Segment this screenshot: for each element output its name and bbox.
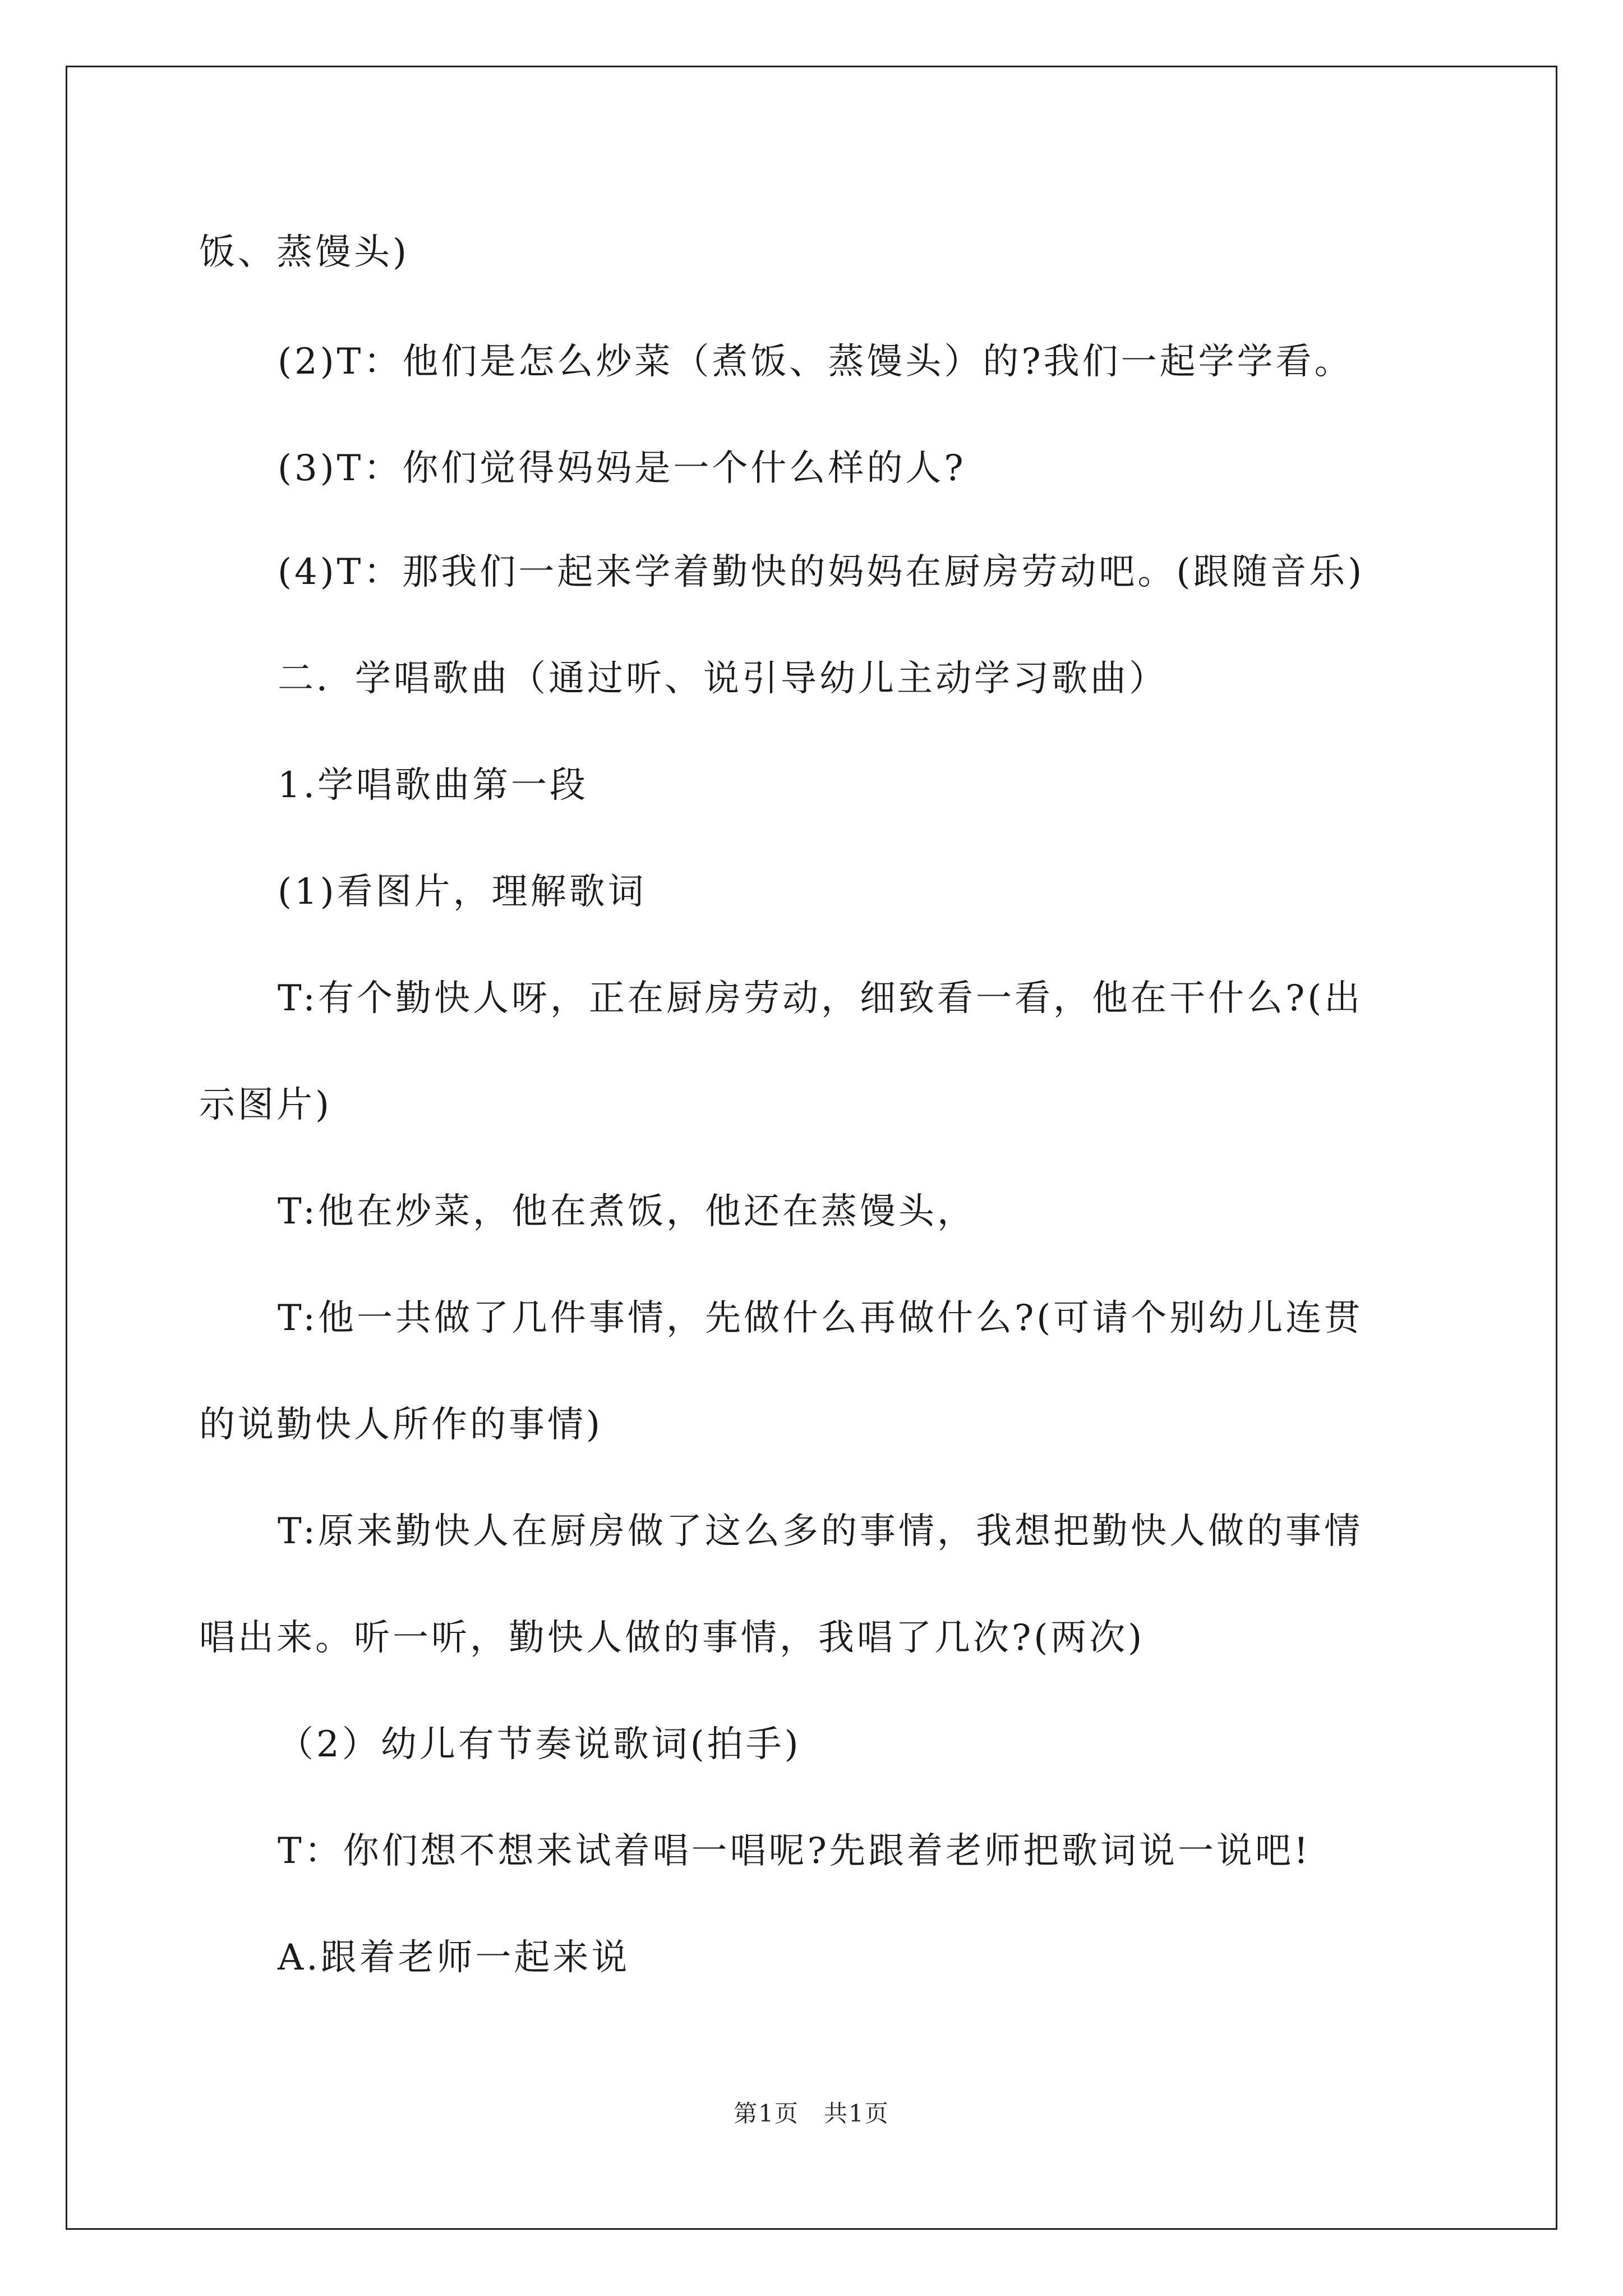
text-line-15: （2）幼儿有节奏说歌词(拍手): [278, 1724, 801, 1765]
page-border: [66, 66, 1557, 2230]
text-line-5: 二．学唱歌曲（通过听、说引导幼儿主动学习歌曲）: [278, 658, 1168, 700]
text-line-16: T：你们想不想来试着唱一唱呢?先跟着老师把歌词说一说吧!: [278, 1830, 1311, 1872]
text-line-10: T:他在炒菜，他在煮饭，他还在蒸馒头，: [278, 1191, 976, 1232]
text-line-17: A.跟着老师一起来说: [278, 1937, 630, 1978]
text-line-1: 饭、蒸馒头): [199, 232, 409, 273]
text-line-12: 的说勤快人所作的事情): [199, 1404, 603, 1446]
text-line-9: 示图片): [199, 1084, 332, 1126]
text-line-11: T:他一共做了几件事情，先做什么再做什么?(可请个别幼儿连贯: [278, 1297, 1363, 1339]
page-number-footer: 第1页 共1页: [734, 2100, 889, 2127]
text-line-8: T:有个勤快人呀，正在厨房劳动，细致看一看，他在干什么?(出: [278, 978, 1363, 1019]
text-line-13: T:原来勤快人在厨房做了这么多的事情，我想把勤快人做的事情: [278, 1511, 1363, 1552]
text-line-2: (2)T：他们是怎么炒菜（煮饭、蒸馒头）的?我们一起学学看。: [278, 341, 1353, 383]
text-line-7: (1)看图片，理解歌词: [278, 871, 647, 913]
text-line-4: (4)T：那我们一起来学着勤快的妈妈在厨房劳动吧。(跟随音乐): [278, 551, 1365, 593]
text-line-6: 1.学唱歌曲第一段: [278, 765, 589, 806]
text-line-14: 唱出来。听一听，勤快人做的事情，我唱了几次?(两次): [199, 1617, 1145, 1659]
text-line-3: (3)T：你们觉得妈妈是一个什么样的人?: [278, 448, 966, 489]
